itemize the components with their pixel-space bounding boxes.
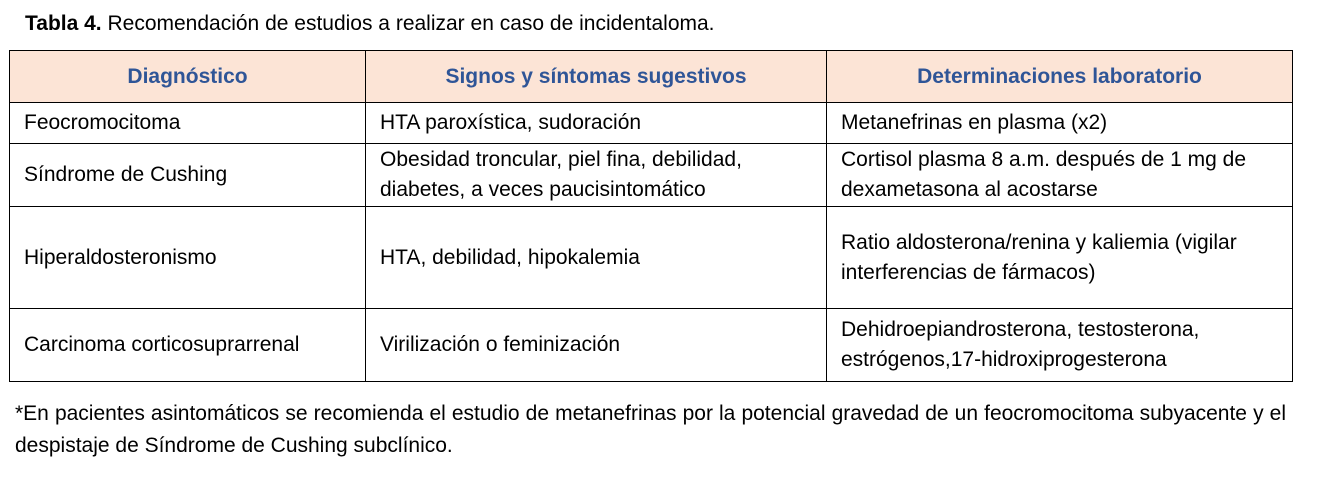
diagnosis-cell: Carcinoma corticosuprarrenal <box>10 309 366 382</box>
table-row <box>10 207 1293 309</box>
diagnosis-cell: Feocromocitoma <box>10 103 366 144</box>
signs-cell: Virilización o feminización <box>366 309 827 382</box>
signs-cell: HTA, debilidad, hipokalemia <box>366 207 827 309</box>
table-row <box>10 309 1293 382</box>
column-header-lab: Determinaciones laboratorio <box>827 51 1293 103</box>
table-caption-text: Recomendación de estudios a realizar en caso de incidentaloma. <box>101 12 715 35</box>
signs-cell: Obesidad troncular, piel fina, debilidad, diabetes, a veces paucisintomático <box>366 144 827 207</box>
lab-cell: Dehidroepiandrosterona, testosterona, estrógenos,17-hidroxiprogesterona <box>827 309 1293 382</box>
signs-cell: HTA paroxística, sudoración <box>366 103 827 144</box>
table-number-label: Tabla 4. <box>25 12 102 35</box>
diagnosis-cell: Hiperaldosteronismo <box>10 207 366 309</box>
column-header-diagnosis: Diagnóstico <box>10 51 366 103</box>
table-row <box>10 103 1293 144</box>
lab-cell: Cortisol plasma 8 a.m. después de 1 mg de dexametasona al acostarse <box>827 144 1293 207</box>
lab-cell: Metanefrinas en plasma (x2) <box>827 103 1293 144</box>
diagnosis-cell: Síndrome de Cushing <box>10 144 366 207</box>
table-row <box>10 144 1293 207</box>
footnote: *En pacientes asintomáticos se recomienda el estudio de metanefrinas por la potencial gravedad de un feocromocitoma subyacente y el despistaje de Síndrome de Cushing subclínico. <box>15 402 1286 457</box>
recommendations-table <box>9 50 1293 382</box>
column-header-signs: Signos y síntomas sugestivos <box>366 51 827 103</box>
lab-cell: Ratio aldosterona/renina y kaliemia (vigilar interferencias de fármacos) <box>827 207 1293 309</box>
table-caption <box>25 10 715 38</box>
table-header-row <box>10 51 1293 103</box>
